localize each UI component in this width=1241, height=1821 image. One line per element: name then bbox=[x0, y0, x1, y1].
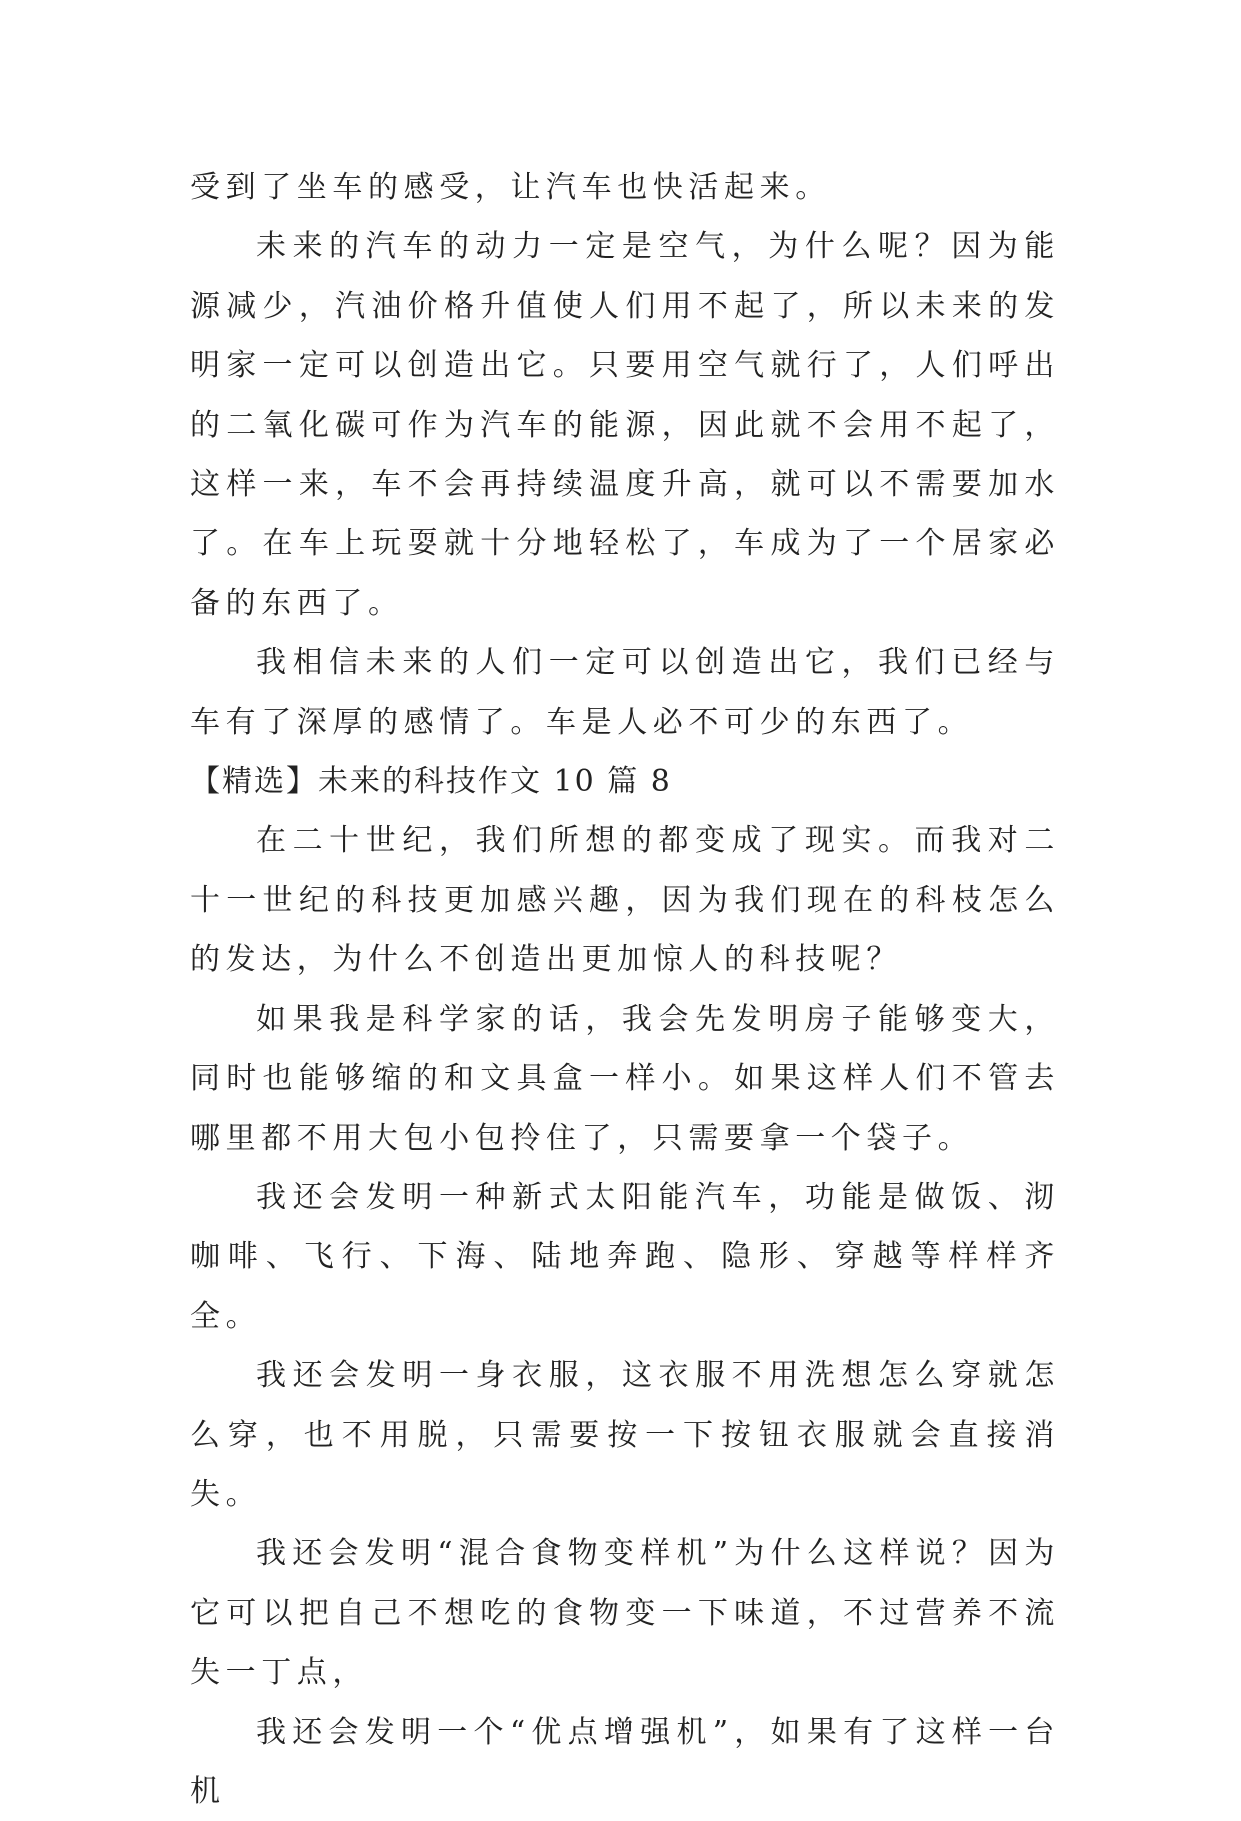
paragraph-belief: 我相信未来的人们一定可以创造出它，我们已经与车有了深厚的感情了。车是人必不可少的东西了。 bbox=[190, 645, 1060, 740]
paragraph-air-powered-car: 未来的汽车的动力一定是空气，为什么呢？因为能源减少，汽油价格升值使人们用不起了，所以未来的发明家一定可以创造出它。只要用空气就行了，人们呼出的二氧化碳可作为汽车的能源，因此就不会用不起了，这样一来，车不会再持续温度升高，就可以不需要加水了。在车上玩耍就十分地轻松了，车成为了一个居家必备的东西了。 bbox=[190, 229, 1060, 621]
paragraph-solar-car: 我还会发明一种新式太阳能汽车，功能是做饭、沏咖啡、飞行、下海、陆地奔跑、隐形、穿越等样样齐全。 bbox=[190, 1179, 1060, 1334]
paragraph-strength-machine: 我还会发明一个“优点增强机”，如果有了这样一台机 bbox=[190, 1714, 1060, 1809]
section-heading: 【精选】未来的科技作文 10 篇 8 bbox=[190, 764, 672, 800]
paragraph-food-machine: 我还会发明“混合食物变样机”为什么这样说？因为它可以把自己不想吃的食物变一下味道，不过营养不流失一丁点， bbox=[190, 1536, 1060, 1691]
paragraph-twentieth-century: 在二十世纪，我们所想的都变成了现实。而我对二十一世纪的科技更加感兴趣，因为我们现在的科枝怎么的发达，为什么不创造出更加惊人的科技呢？ bbox=[190, 823, 1060, 978]
paragraph-resizable-house: 如果我是科学家的话，我会先发明房子能够变大，同时也能够缩的和文具盒一样小。如果这样人们不管去哪里都不用大包小包拎住了，只需要拿一个袋子。 bbox=[190, 1001, 1060, 1156]
essay-body bbox=[190, 158, 1060, 1821]
paragraph-continued: 受到了坐车的感受，让汽车也快活起来。 bbox=[190, 170, 831, 205]
paragraph-clothes: 我还会发明一身衣服，这衣服不用洗想怎么穿就怎么穿，也不用脱，只需要按一下按钮衣服就会直接消失。 bbox=[190, 1358, 1060, 1512]
